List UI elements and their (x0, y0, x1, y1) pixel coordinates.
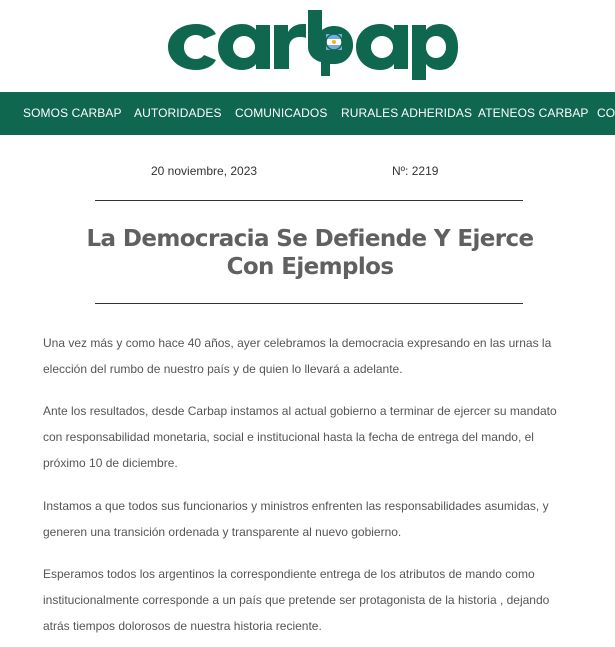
article-title-line-1: La Democracia Se Defiende Y Ejerce (86, 226, 534, 252)
site-header (0, 0, 615, 92)
nav-item-contacto[interactable]: CO (597, 106, 615, 120)
carbap-logo[interactable] (158, 2, 458, 82)
title-divider-bottom (95, 303, 523, 304)
article-title (60, 225, 560, 281)
nav-item-comunicados[interactable]: COMUNICADOS (235, 106, 328, 120)
article-number: Nº: 2219 (392, 164, 439, 178)
title-divider-top (95, 200, 523, 201)
flag-icon (326, 34, 342, 50)
nav-item-somos-carbap[interactable]: SOMOS CARBAP (23, 106, 122, 120)
article-paragraph-3: Instamos a que todos sus funcionarios y ministros enfrenten las responsabilidades asumidas, y generen una transición ordenada y transparente al nuevo gobierno. (43, 499, 549, 539)
article-paragraph-4: Esperamos todos los argentinos la correspondiente entrega de los atributos de mando como institucionalmente corresponde a un país que pretende ser protagonista de la historia , dejando atrás tiempos dolorosos de nuestra historia reciente. (43, 567, 550, 633)
nav-item-rurales-adheridas[interactable]: RURALES ADHERIDAS (341, 106, 473, 120)
article-paragraph-1: Una vez más y como hace 40 años, ayer celebramos la democracia expresando en las urnas la elección del rumbo de nuestro país y de quien lo llevará a adelante. (43, 336, 552, 376)
article-date: 20 noviembre, 2023 (151, 164, 258, 178)
nav-item-ateneos-carbap[interactable]: ATENEOS CARBAP (478, 106, 589, 120)
nav-item-autoridades[interactable]: AUTORIDADES (134, 106, 222, 120)
article-paragraph-2: Ante los resultados, desde Carbap instamos al actual gobierno a terminar de ejercer su mandato con responsabilidad monetaria, social e institucional hasta la fecha de entrega del mando, el próximo 10 de diciembre. (43, 404, 557, 470)
article-title-line-2: Con Ejemplos (226, 254, 394, 280)
main-nav (0, 92, 615, 135)
